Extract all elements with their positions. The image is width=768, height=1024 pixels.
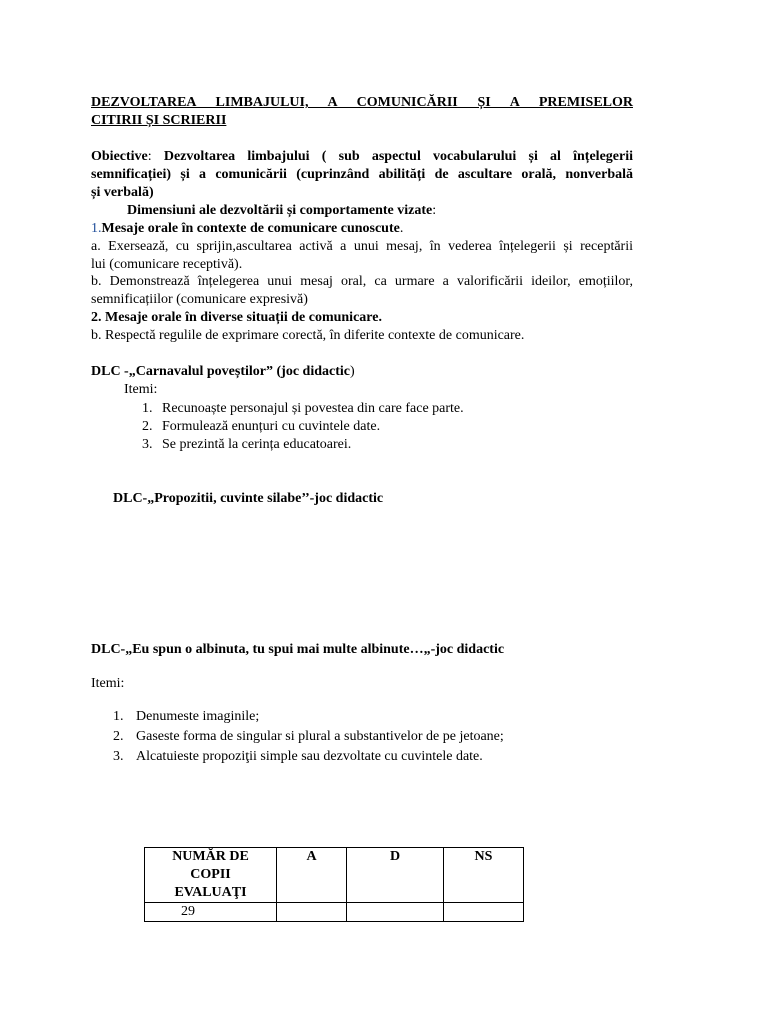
list-item <box>113 748 636 766</box>
cell-d <box>347 903 444 922</box>
section1-number: 1. <box>91 221 102 236</box>
dimensions-heading-colon: : <box>432 203 437 218</box>
dlc3-items-list <box>113 708 636 766</box>
section1-title-end: . <box>399 221 404 236</box>
objectives-text-1: Dezvoltarea limbajului ( sub aspectul vocabularului și al înțelegerii <box>151 149 633 164</box>
list-item-number: 2. <box>113 729 124 744</box>
section2-item-b: b. Respectă regulile de exprimare corectă, în diferite contexte de comunicare. <box>91 328 525 343</box>
dlc3-items-label: Itemi: <box>91 676 125 691</box>
header-count-line2: COPII <box>190 867 231 882</box>
list-item-number: 3. <box>142 437 153 452</box>
list-item-number: 3. <box>113 749 124 764</box>
list-item <box>113 728 636 746</box>
header-cell-count <box>145 848 277 903</box>
objectives-line3: și verbală) <box>91 185 154 200</box>
objectives-line1 <box>91 148 633 166</box>
table-row <box>145 903 524 922</box>
section1-item-b-line1: b. Demonstrează înțelegerea unui mesaj oral, ca urmare a valorificării ideilor, emoțiilor, <box>91 274 633 289</box>
list-item-text: Gaseste forma de singular si plural a substantivelor de pe jetoane; <box>136 729 504 744</box>
section1-title-text: Mesaje orale în contexte de comunicare cunoscute <box>101 221 400 236</box>
list-item-text: Se prezintă la cerința educatoarei. <box>162 437 352 452</box>
section1-item-b-line2: semnificațiilor (comunicare expresivă) <box>91 292 308 307</box>
document-title-line2: CITIRII ȘI SCRIERII <box>91 113 227 128</box>
dlc1-items-list <box>142 400 642 454</box>
list-item-text: Denumeste imaginile; <box>136 709 260 724</box>
cell-ns <box>444 903 524 922</box>
list-item-text: Formulează enunțuri cu cuvintele date. <box>162 419 381 434</box>
section2-title: 2. Mesaje orale în diverse situații de comunicare. <box>91 310 382 325</box>
list-item <box>113 708 636 726</box>
dlc3-title: DLC-„Eu spun o albinuta, tu spui mai multe albinute…„-joc didactic <box>91 642 505 657</box>
header-cell-ns: NS <box>444 848 524 903</box>
list-item <box>142 436 642 454</box>
document-title-line1: DEZVOLTAREA LIMBAJULUI, A COMUNICĂRII ȘI A PREMISELOR <box>91 95 633 110</box>
list-item <box>142 418 642 436</box>
list-item-text: Recunoaște personajul și povestea din care face parte. <box>162 401 464 416</box>
list-item-number: 2. <box>142 419 153 434</box>
cell-a <box>277 903 347 922</box>
list-item-number: 1. <box>113 709 124 724</box>
objectives-line2: semnificației) și a comunicării (cuprinzând abilități de ascultare orală, nonverbală <box>91 167 633 182</box>
evaluation-table <box>144 847 524 922</box>
section1-title <box>91 220 633 238</box>
dimensions-heading <box>127 202 633 220</box>
header-cell-d: D <box>347 848 444 903</box>
cell-count: 29 <box>145 903 277 922</box>
header-cell-a: A <box>277 848 347 903</box>
section1-item-a-line2: lui (comunicare receptivă). <box>91 257 243 272</box>
dlc1-title-end: ) <box>349 364 355 379</box>
header-count-line3: EVALUAŢI <box>174 885 247 900</box>
table-header-row <box>145 848 524 903</box>
dlc1-title-text: DLC -„Carnavalul poveștilor” (joc didactic <box>91 364 350 379</box>
dimensions-heading-text: Dimensiuni ale dezvoltării și comportamente vizate <box>127 203 433 218</box>
header-count-line1: NUMĂR DE <box>172 849 249 864</box>
objectives-label: Obiective <box>91 149 148 164</box>
list-item-number: 1. <box>142 401 153 416</box>
section1-item-a-line1: a. Exersează, cu sprijin,ascultarea activă a unui mesaj, în vederea înțelegerii și receptării <box>91 239 633 254</box>
objectives-separator: : <box>147 149 152 164</box>
dlc2-title: DLC-„Propozitii, cuvinte silabe’’-joc didactic <box>113 491 384 506</box>
list-item <box>142 400 642 418</box>
dlc1-items-label: Itemi: <box>124 382 158 397</box>
list-item-text: Alcatuieste propoziţii simple sau dezvoltate cu cuvintele date. <box>136 749 483 764</box>
dlc1-title <box>91 363 633 381</box>
